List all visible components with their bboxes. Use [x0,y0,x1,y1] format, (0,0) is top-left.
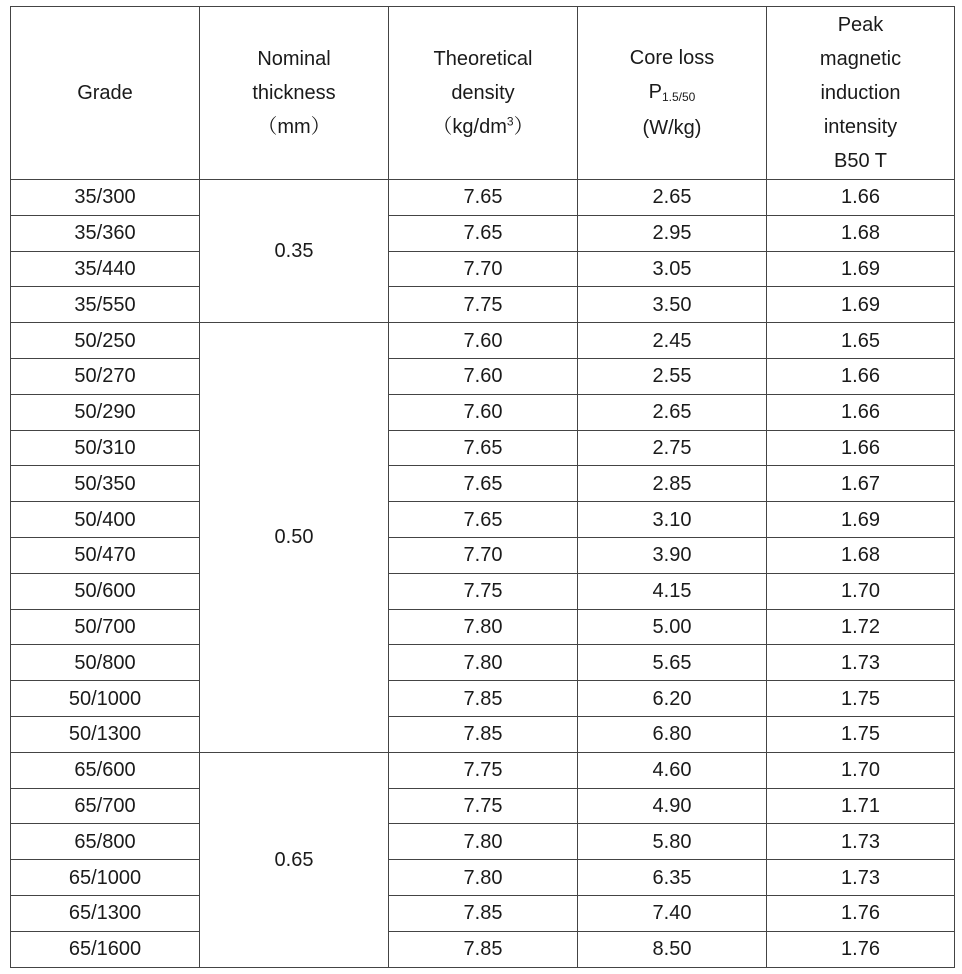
cell-core-loss: 3.10 [578,502,767,538]
header-induction-line-3: induction [820,82,901,104]
header-density-line-3 [389,110,577,144]
header-core-loss-symbol: P [648,81,662,103]
cell-grade: 50/250 [11,323,200,359]
header-core-loss [578,7,767,180]
table-row [11,358,955,394]
cell-core-loss: 4.60 [578,752,767,788]
cell-induction: 1.65 [767,323,955,359]
header-thickness-line-1: Nominal [257,48,331,70]
cell-induction: 1.76 [767,895,955,931]
cell-induction: 1.68 [767,215,955,251]
cell-thickness: 0.35 [200,180,389,323]
cell-grade: 35/550 [11,287,200,323]
cell-grade: 35/300 [11,180,200,216]
cell-density: 7.80 [389,645,578,681]
header-density-line-1: Theoretical [433,48,533,70]
header-thickness-line-3: （mm） [257,116,331,138]
table-row [11,895,955,931]
cell-density: 7.75 [389,573,578,609]
cell-grade: 50/470 [11,537,200,573]
cell-core-loss: 3.90 [578,537,767,573]
cell-core-loss: 2.95 [578,215,767,251]
header-induction-line-2: magnetic [819,48,902,70]
cell-induction: 1.66 [767,394,955,430]
cell-grade: 50/290 [11,394,200,430]
cell-core-loss: 6.20 [578,681,767,717]
cell-grade: 50/1300 [11,716,200,752]
table-row [11,716,955,752]
header-density [389,7,578,180]
cell-induction: 1.70 [767,752,955,788]
cell-grade: 35/440 [11,251,200,287]
header-thickness [200,7,389,180]
header-core-loss-line-3: (W/kg) [642,117,702,139]
cell-density: 7.85 [389,895,578,931]
cell-grade: 65/800 [11,824,200,860]
cell-induction: 1.75 [767,681,955,717]
cell-induction: 1.66 [767,430,955,466]
header-grade [11,7,200,180]
cell-density: 7.65 [389,430,578,466]
table-row [11,502,955,538]
cell-induction: 1.66 [767,358,955,394]
cell-density: 7.75 [389,287,578,323]
cell-grade: 50/600 [11,573,200,609]
cell-core-loss: 2.85 [578,466,767,502]
cell-density: 7.60 [389,323,578,359]
table-row [11,681,955,717]
cell-density: 7.65 [389,502,578,538]
cell-grade: 65/1000 [11,860,200,896]
cell-density: 7.60 [389,394,578,430]
cell-induction: 1.70 [767,573,955,609]
header-density-sup: 3 [506,114,514,129]
cell-core-loss: 4.15 [578,573,767,609]
table-header [11,7,955,180]
table-row [11,824,955,860]
cell-induction: 1.69 [767,287,955,323]
cell-density: 7.80 [389,860,578,896]
table-row [11,609,955,645]
cell-grade: 65/1600 [11,931,200,967]
cell-induction: 1.69 [767,502,955,538]
cell-induction: 1.71 [767,788,955,824]
cell-core-loss: 5.00 [578,609,767,645]
cell-density: 7.85 [389,716,578,752]
table-row [11,215,955,251]
cell-core-loss: 7.40 [578,895,767,931]
cell-core-loss: 6.35 [578,860,767,896]
cell-induction: 1.73 [767,860,955,896]
cell-density: 7.85 [389,681,578,717]
cell-grade: 50/270 [11,358,200,394]
header-density-unit-a: （kg/dm [432,116,507,138]
header-grade-label: Grade [77,82,133,104]
table-row [11,573,955,609]
cell-induction: 1.68 [767,537,955,573]
cell-core-loss: 3.05 [578,251,767,287]
cell-core-loss: 4.90 [578,788,767,824]
cell-grade: 50/1000 [11,681,200,717]
cell-density: 7.70 [389,251,578,287]
cell-density: 7.75 [389,788,578,824]
table-row [11,323,955,359]
cell-density: 7.65 [389,466,578,502]
table-row [11,180,955,216]
cell-grade: 65/700 [11,788,200,824]
cell-induction: 1.66 [767,180,955,216]
cell-grade: 50/310 [11,430,200,466]
table-row [11,287,955,323]
header-induction-line-4: intensity [823,116,898,138]
cell-induction: 1.69 [767,251,955,287]
cell-induction: 1.75 [767,716,955,752]
cell-core-loss: 5.80 [578,824,767,860]
cell-density: 7.65 [389,180,578,216]
cell-induction: 1.73 [767,824,955,860]
cell-core-loss: 5.65 [578,645,767,681]
cell-core-loss: 2.65 [578,394,767,430]
table-row [11,537,955,573]
table-row [11,251,955,287]
table-row [11,394,955,430]
header-density-unit-b: ） [513,116,534,138]
header-induction [767,7,955,180]
cell-core-loss: 6.80 [578,716,767,752]
table-row [11,860,955,896]
table-row [11,752,955,788]
cell-density: 7.80 [389,824,578,860]
cell-induction: 1.72 [767,609,955,645]
cell-core-loss: 2.75 [578,430,767,466]
cell-grade: 50/700 [11,609,200,645]
header-core-loss-line-2 [578,75,766,111]
header-density-line-2: density [451,82,515,104]
cell-grade: 65/1300 [11,895,200,931]
table-row [11,788,955,824]
cell-core-loss: 2.55 [578,358,767,394]
cell-grade: 50/400 [11,502,200,538]
table-row [11,931,955,967]
table-row [11,430,955,466]
cell-induction: 1.67 [767,466,955,502]
cell-grade: 35/360 [11,215,200,251]
cell-density: 7.85 [389,931,578,967]
cell-core-loss: 8.50 [578,931,767,967]
cell-induction: 1.76 [767,931,955,967]
cell-density: 7.65 [389,215,578,251]
cell-grade: 65/600 [11,752,200,788]
cell-core-loss: 2.65 [578,180,767,216]
cell-core-loss: 2.45 [578,323,767,359]
header-thickness-line-2: thickness [252,82,336,104]
cell-density: 7.75 [389,752,578,788]
cell-thickness: 0.50 [200,323,389,753]
header-core-loss-sub: 1.5/50 [661,90,696,104]
cell-induction: 1.73 [767,645,955,681]
table-row [11,645,955,681]
steel-grade-table [10,6,955,968]
header-core-loss-line-1: Core loss [629,47,715,69]
header-induction-line-5: B50 T [834,150,887,172]
cell-density: 7.70 [389,537,578,573]
cell-density: 7.80 [389,609,578,645]
cell-grade: 50/800 [11,645,200,681]
header-row [11,7,955,180]
table-body [11,180,955,968]
table-row [11,466,955,502]
header-induction-line-1: Peak [837,14,884,36]
cell-density: 7.60 [389,358,578,394]
cell-core-loss: 3.50 [578,287,767,323]
cell-grade: 50/350 [11,466,200,502]
cell-thickness: 0.65 [200,752,389,967]
